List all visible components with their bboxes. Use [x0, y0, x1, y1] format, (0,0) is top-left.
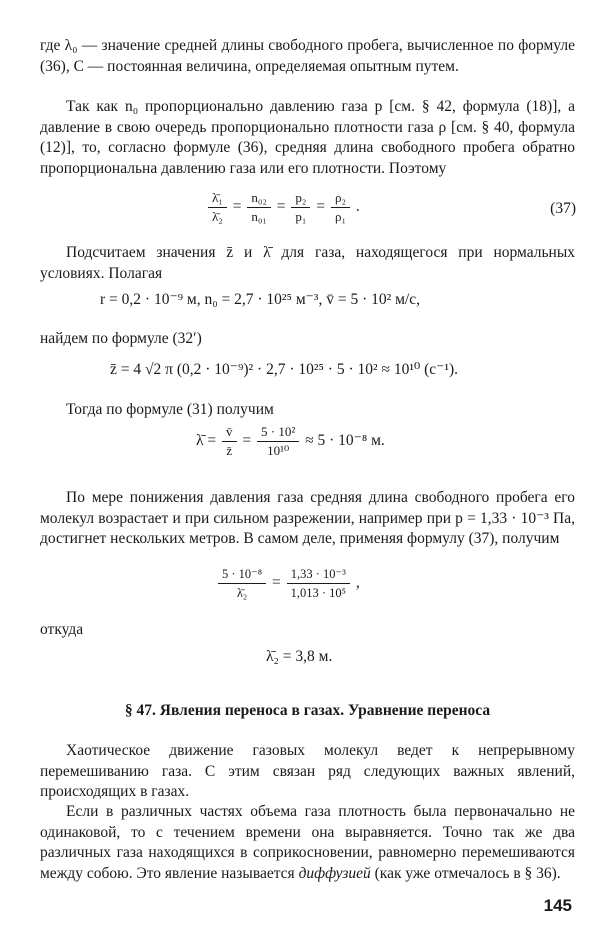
eq-lambda-den: 10¹⁰ [267, 443, 290, 458]
para3: Подсчитаем значения z̄ и λ̄ для газа, находящегося при нормальных условиях. Полагая [40, 244, 575, 282]
equation-ratio [216, 566, 360, 601]
eq-ratio-fraction-left [218, 566, 266, 601]
eq37-p-den: p₁ [295, 209, 307, 224]
para1: где λ₀ — значение средней длины свободного пробега, вычисленное по формуле (36), C — постоянная величина, определяемая опытным путем. [40, 37, 575, 75]
equation-37-label: (37) [550, 200, 576, 217]
para9-end: (как уже отмечалось в § 36). [370, 864, 561, 882]
para6: По мере понижения давления газа средняя длина свободного пробега его молекул возрастает и при сильном разрежении, например при p = 1,33 · 10⁻³ Па, достигнет нескольких метров. В самом деле, применяя формулу (37), получим [40, 489, 575, 547]
para9 [40, 802, 575, 884]
paragraph-diffusion [40, 802, 575, 884]
para2: Так как n₀ пропорционально давлению газа p [см. § 42, формула (18)], а давление в свою очередь пропорционально плотности газа ρ [см. § 40, формула (12)], то, согласно формуле (36), средняя длина свободного пробега обратно пропорциональна давлению газа или его плотности. Поэтому [40, 98, 575, 177]
eq-lambda-fraction-values [257, 424, 299, 459]
eq37-lhs-den: λ̄₂ [212, 209, 223, 224]
eq37-fraction-p [291, 190, 310, 225]
eq-ratio-left-den: λ̄₂ [236, 586, 248, 600]
paragraph-proportionality [40, 97, 575, 179]
equation-37: $\frac{\text{λ̄₁}}{\text{λ̄₂}}$ = $\frac{\text{n₀₂}}{\text{n₀₁}}$ = $\frac{\text{p₂}}{\text{p₁}}$ = $\frac{\text{ρ₂}}{\text{ρ₁}}$ . [206, 190, 360, 225]
given-values: r = 0,2 · 10⁻⁹ м, n₀ = 2,7 · 10²⁵ м⁻³, v̄ = 5 · 10² м/с, [100, 291, 420, 308]
eq37-fraction-rho [331, 190, 350, 225]
eq-ratio-equals: = [272, 574, 281, 592]
eq37-rho-den: ρ₁ [334, 209, 346, 224]
page-number: 145 [543, 896, 572, 915]
paragraph-then [40, 400, 575, 421]
paragraph-find [40, 329, 575, 350]
eq37-p-num: p₂ [291, 190, 310, 208]
eq-ratio-fraction-right [287, 566, 350, 601]
para4: найдем по формуле (32′) [40, 330, 202, 347]
paragraph-compute [40, 243, 575, 284]
term-diffusion: диффузией [298, 864, 371, 882]
eq37-fraction-n [247, 190, 271, 225]
eq-lambda-num: 5 · 10² [257, 424, 299, 442]
para7: откуда [40, 621, 84, 638]
eq37-n-num: n₀₂ [247, 190, 271, 208]
equation-z: z̄ = 4 √2 π (0,2 · 10⁻⁹)² · 2,7 · 10²⁵ · 5 · 10² ≈ 10¹⁰ (с⁻¹). [110, 361, 459, 378]
eq37-rho-num: ρ₂ [331, 190, 350, 208]
eq-lambda-v: v̄ [222, 424, 237, 442]
para8: Хаотическое движение газовых молекул ведет к непрерывному перемешиванию газа. С этим связан ряд следующих важных явлений, происходящих в газах. [40, 742, 575, 800]
para9-start: Если в различных частях объема газа плотность была первоначально не одинаковой, то с течением времени она выравняется. Точно так же два различных газа находящихся в соприкосновении, равномерно перемешиваются между собою. Это явление называется [40, 803, 575, 882]
section-heading: § 47. Явления переноса в газах. Уравнение переноса [124, 702, 491, 719]
eq37-dot: . [355, 198, 360, 216]
eq-ratio-right-den: 1,013 · 10⁵ [290, 586, 347, 600]
paragraph-lambda-definition [40, 36, 575, 77]
paragraph-whence [40, 620, 575, 641]
eq-ratio-comma: , [355, 574, 360, 592]
eq-ratio-right-num: 1,33 · 10⁻³ [287, 566, 350, 584]
eq-lambda-fraction-vz [222, 424, 237, 459]
eq37-fraction-lambda [208, 190, 227, 225]
equation-lambda [196, 424, 385, 459]
eq-ratio-left-num: 5 · 10⁻⁸ [218, 566, 266, 584]
paragraph-chaotic-motion [40, 741, 575, 803]
eq-lambda-z: z̄ [226, 443, 233, 458]
eq-lambda-lhs: λ̄ = [196, 432, 217, 450]
para5: Тогда по формуле (31) получим [66, 401, 274, 418]
equation-result: λ̄₂ = 3,8 м. [266, 648, 333, 665]
paragraph-pressure-decrease [40, 488, 575, 550]
eq37-lhs-num: λ̄₁ [208, 190, 227, 208]
eq-lambda-rhs: ≈ 5 · 10⁻⁸ м. [305, 432, 385, 450]
eq37-n-den: n₀₁ [251, 209, 267, 224]
eq-lambda-equals: = [242, 432, 252, 450]
